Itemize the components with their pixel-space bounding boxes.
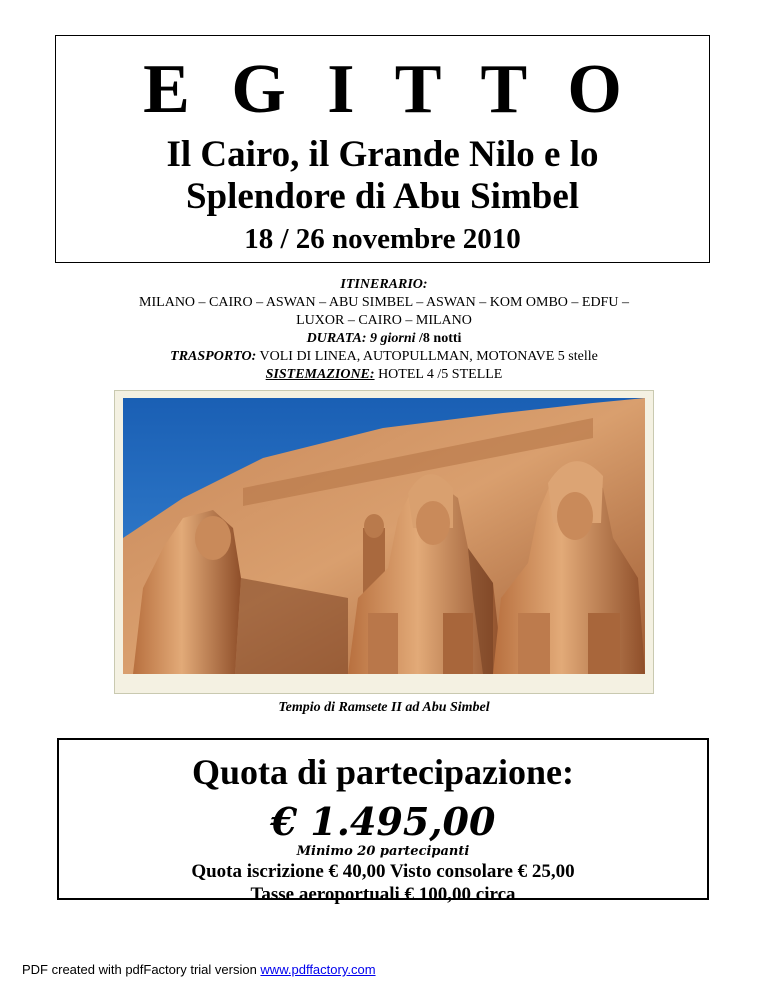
temple-illustration: [123, 398, 645, 674]
accommodation-label: SISTEMAZIONE:: [265, 367, 375, 382]
duration-days: 9 giorni: [370, 331, 416, 346]
fees-line-1: Quota iscrizione € 40,00 Visto consolare € 25,00: [191, 861, 575, 882]
minimum-participants: Minimo 20 partecipanti: [296, 844, 470, 859]
accommodation-value: HOTEL 4 /5 STELLE: [374, 367, 503, 382]
transport-line: [0, 348, 768, 366]
pdf-footer: [22, 962, 376, 977]
duration-label: DURATA:: [306, 331, 367, 346]
transport-label: TRASPORTO:: [170, 349, 257, 364]
transport-value: VOLI DI LINEA, AUTOPULLMAN, MOTONAVE 5 stelle: [256, 349, 598, 364]
route-line-1: MILANO – CAIRO – ASWAN – ABU SIMBEL – ASWAN – KOM OMBO – EDFU –: [139, 295, 629, 310]
title-box: [55, 35, 710, 263]
price-box: [57, 738, 709, 905]
duration-separator: /: [415, 331, 423, 346]
itinerary-label: ITINERARIO:: [340, 277, 428, 292]
statue-middle-legs: [368, 613, 398, 674]
price-heading: Quota di partecipazione:: [192, 752, 574, 792]
photo-caption: Tempio di Ramsete II ad Abu Simbel: [278, 700, 490, 715]
fees-line-2: Tasse aeroportuali € 100,00 circa: [250, 884, 516, 905]
duration-line: [0, 330, 768, 348]
subtitle: [56, 134, 709, 218]
duration-nights: 8 notti: [422, 331, 462, 346]
subtitle-line-2: Splendore di Abu Simbel: [185, 176, 580, 217]
route-line-2: LUXOR – CAIRO – MILANO: [296, 313, 472, 328]
travel-dates: 18 / 26 novembre 2010: [244, 223, 521, 255]
accommodation-line: [0, 366, 768, 384]
abu-simbel-photo: [123, 398, 645, 674]
footer-link[interactable]: www.pdffactory.com: [260, 962, 376, 977]
subtitle-line-1: Il Cairo, il Grande Nilo e lo: [166, 134, 599, 175]
itinerary-info: [0, 276, 768, 384]
photo-frame: [114, 390, 654, 694]
footer-text: PDF created with pdfFactory trial version: [22, 962, 261, 977]
price-value: € 1.495,00: [270, 799, 496, 844]
statue-right-legs: [518, 613, 550, 674]
main-title: E G I T T O: [143, 51, 634, 128]
